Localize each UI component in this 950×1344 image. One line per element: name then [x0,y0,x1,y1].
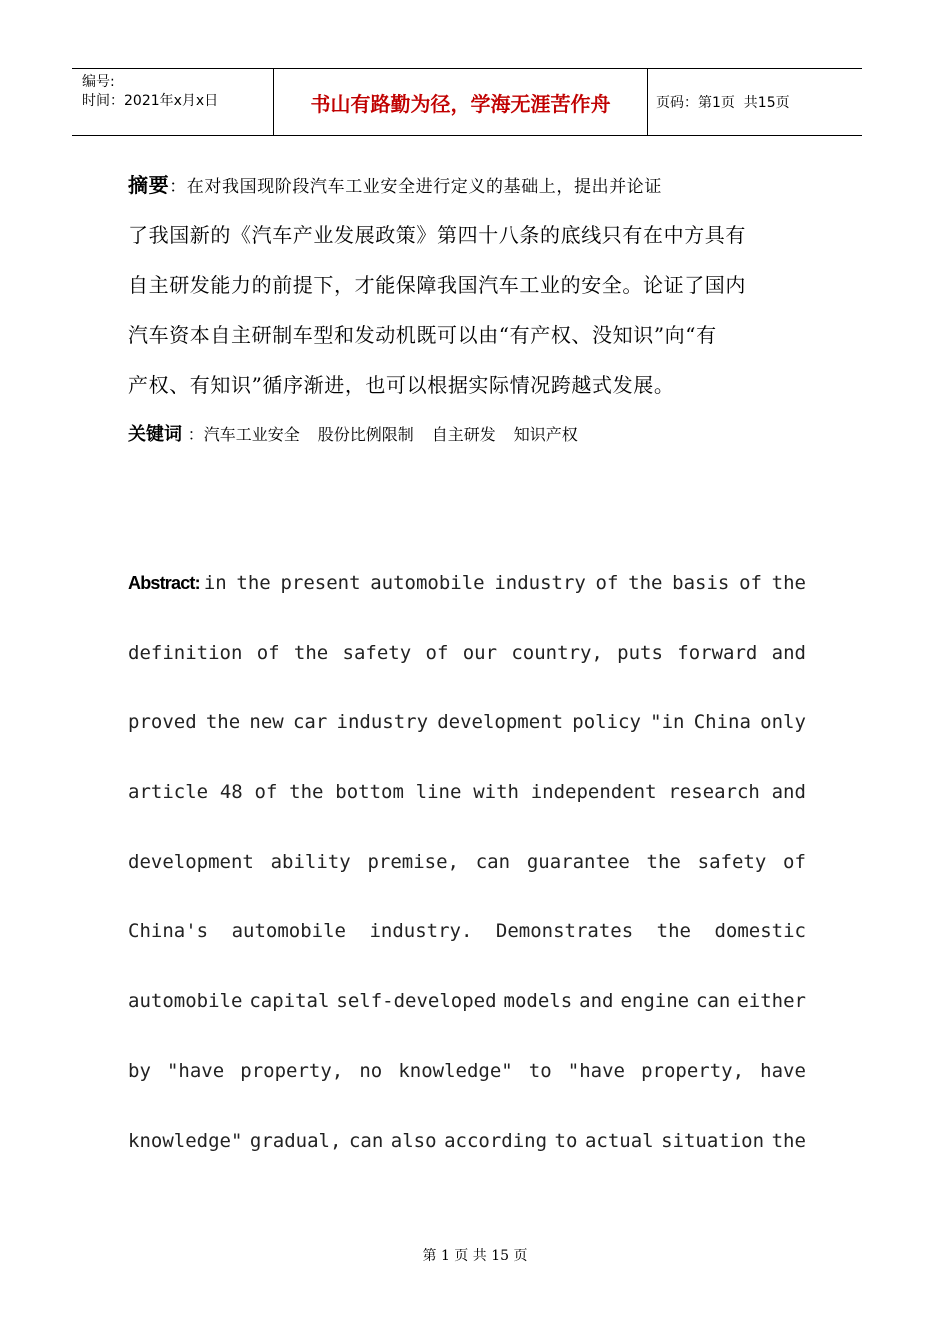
abstract-en-word: of [254,781,278,804]
abstract-en-word: "in [650,711,685,734]
abstract-en-word: safety [342,641,412,664]
abstract-en-line [128,759,806,829]
keyword-item: 自主研发 [431,425,496,444]
header-page-info-text: 页码：第1页 共15页 [656,95,790,111]
abstract-en-word: guarantee [526,850,630,873]
abstract-en-word: knowledge" [128,1129,243,1152]
abstract-en-word: can [696,990,731,1013]
abstract-en [128,550,806,1177]
abstract-en-word: in [203,572,227,594]
abstract-zh [128,160,808,410]
abstract-en-word: premise, [367,850,459,873]
abstract-en-word: also [390,1129,437,1152]
abstract-en-word: have [760,1059,806,1082]
abstract-en-word: ability [270,850,351,873]
abstract-en-word: can [475,850,511,873]
abstract-en-word: situation [661,1129,765,1152]
abstract-en-word: the [236,572,271,594]
abstract-en-word: only [760,711,806,734]
abstract-en-word: gradual, [249,1129,342,1152]
page-header [72,68,862,136]
abstract-en-line [128,550,806,620]
document-number-label: 编号: [82,74,115,90]
abstract-en-word: present [280,572,361,594]
keyword-item: 知识产权 [513,425,578,444]
abstract-en-word: "have [567,1059,625,1082]
abstract-en-word: of [783,850,806,873]
abstract-en-label: Abstract: [128,573,200,593]
abstract-en-word: and [579,990,614,1013]
keyword-item: 股份比例限制 [317,425,414,444]
abstract-en-word: automobile [128,990,243,1013]
abstract-zh-line: 摘要：在对我国现阶段汽车工业安全进行定义的基础上，提出并论证 [128,173,663,197]
abstract-en-word: automobile [370,572,485,594]
abstract-en-word: "have [166,1059,225,1082]
abstract-en-word: with [473,781,519,804]
abstract-en-line [128,898,806,968]
abstract-en-word: country, [511,641,603,664]
abstract-en-word: our [462,641,498,664]
abstract-en-word: the [293,641,329,664]
abstract-en-word: basis [672,572,730,594]
document-time-label: 时间：2021年x月x日 [82,93,219,109]
abstract-en-line [128,968,806,1038]
abstract-en-word: property, [641,1059,745,1082]
abstract-en-word: to [528,1059,552,1082]
abstract-en-word: of [425,641,449,664]
keywords-label: 关键词 [128,424,182,445]
abstract-en-line [128,689,806,759]
abstract-en-word: safety [697,850,767,873]
header-meta [72,69,274,135]
abstract-zh-label: 摘要 [128,173,170,197]
abstract-en-word: development [437,711,564,734]
abstract-en-word: domestic [714,920,806,943]
abstract-en-word: of [739,572,762,594]
abstract-en-word: capital [249,990,330,1013]
abstract-en-word: the [656,920,691,943]
abstract-en-word: the [289,781,324,804]
abstract-en-word: the [205,711,241,734]
abstract-en-word: of [595,572,619,594]
page-footer: 第 1 页 共 15 页 [422,1248,528,1264]
abstract-en-word: new [249,711,284,734]
abstract-en-word: forward [677,641,758,664]
keywords [128,418,596,452]
abstract-en-line [128,829,806,899]
abstract-en-word: and [771,641,806,664]
abstract-en-word: property, [240,1059,344,1082]
abstract-en-word: development [128,850,254,873]
abstract-en-word: actual [584,1129,654,1152]
abstract-en-word: article [128,781,209,804]
abstract-en-word: knowledge" [398,1059,513,1082]
abstract-en-word: either [737,990,806,1013]
abstract-en-word: industry. [369,920,473,943]
abstract-en-word: industry [336,711,429,734]
abstract-zh-line: 汽车资本自主研制车型和发动机既可以由“有产权、没知识”向“有 [128,323,717,347]
abstract-en-word: to [554,1129,578,1152]
abstract-en-word: Demonstrates [495,920,634,943]
header-motto: 书山有路勤为径，学海无涯苦作舟 [274,69,648,135]
abstract-en-word: of [256,641,280,664]
abstract-en-word: line [415,781,462,804]
abstract-en-word: models [503,990,573,1013]
abstract-en-word: China's [128,920,209,943]
keyword-item: ：汽车工业安全 [187,425,300,444]
abstract-en-word: 48 [219,781,243,804]
abstract-zh-line: 产权、有知识”循序渐进，也可以根据实际情况跨越式发展。 [128,373,675,397]
abstract-zh-line: 了我国新的《汽车产业发展政策》第四十八条的底线只有在中方具有 [128,223,746,247]
abstract-en-word: research [668,781,760,804]
abstract-en-word: can [348,1129,384,1152]
abstract-en-word: engine [620,990,690,1013]
abstract-en-word: puts [617,641,663,664]
abstract-en-word: definition [128,641,243,664]
abstract-en-line [128,1038,806,1108]
abstract-en-word: and [771,781,806,804]
abstract-en-word: independent [530,781,657,804]
abstract-en-word: industry [494,572,586,594]
abstract-en-word: the [771,572,806,594]
abstract-en-word: automobile [231,920,346,943]
abstract-en-word: self-developed [336,990,497,1013]
abstract-en-word: according [444,1129,548,1152]
abstract-en-word: China [693,711,751,734]
abstract-en-word: car [292,711,328,734]
abstract-en-word: the [771,1129,806,1152]
abstract-en-word: the [646,850,681,873]
abstract-en-word: policy [572,711,641,734]
header-page-info [648,69,862,135]
abstract-en-word: proved [128,711,197,734]
abstract-en-word: bottom [335,781,404,804]
abstract-en-word: no [359,1059,383,1082]
abstract-zh-line: 自主研发能力的前提下，才能保障我国汽车工业的安全。论证了国内 [128,273,746,297]
abstract-en-line [128,620,806,690]
abstract-en-word: the [628,572,663,594]
abstract-en-word: by [128,1059,151,1082]
abstract-en-line [128,1108,806,1178]
